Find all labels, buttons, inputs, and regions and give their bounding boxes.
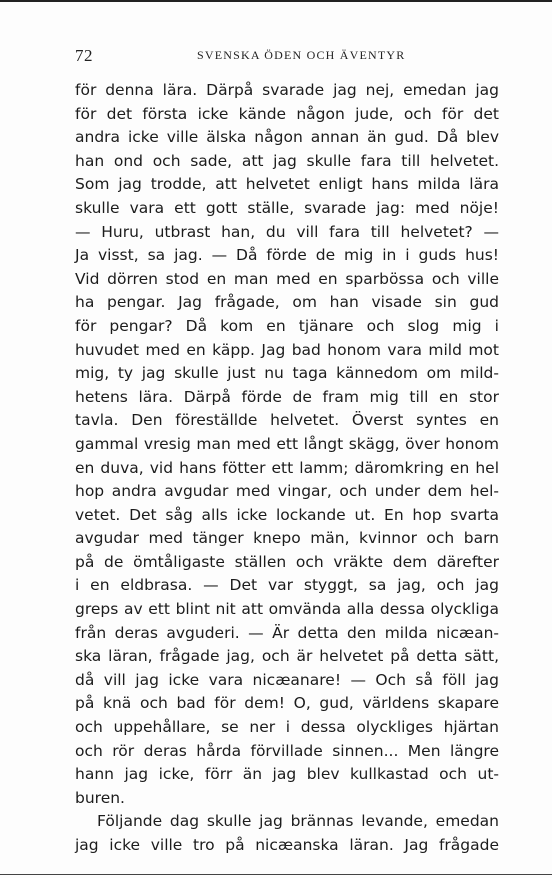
text-line-paragraph-end: buren.: [75, 788, 125, 807]
text-line: Ja visst, sa jag. — Då förde de mig in i guds hus!: [75, 246, 499, 265]
text-line: på de ömtåligaste ställen och vräkte dem därefter: [75, 552, 499, 571]
text-line: avgudar med tänger knepo män, kvinnor och barn: [75, 529, 499, 548]
text-line: ska läran, frågade jag, och är helvetet på detta sätt,: [75, 647, 499, 666]
text-line: skulle vara ett gott ställe, svarade jag: med nöje!: [75, 198, 499, 217]
text-line: hann jag icke, förr än jag blev kullkastad och ut-: [75, 765, 499, 784]
running-head: SVENSKA ÖDEN OCH ÄVENTYR: [197, 48, 406, 62]
text-line: för pengar? Då kom en tjänare och slog mig i: [75, 316, 499, 335]
text-line: tavla. Den föreställde helvetet. Överst syntes en: [75, 411, 499, 430]
text-line: hop andra avgudar med vingar, och under dem hel-: [75, 482, 499, 501]
text-line: en duva, vid hans fötter ett lamm; däromkring en hel: [75, 458, 499, 477]
text-line: jag icke ville tro på nicæanska läran. Jag frågade: [75, 836, 499, 854]
text-line: vetet. Det såg alls icke lockande ut. En hop svarta: [75, 505, 499, 524]
text-line: gammal vresig man med ett långt skägg, över honom: [75, 434, 499, 453]
text-line: Som jag trodde, att helvetet enligt hans milda lära: [75, 175, 499, 194]
text-line: och rör deras hårda förvillade sinnen... Men längre: [75, 741, 499, 760]
text-line: mig, ty jag skulle just nu taga kännedom om mild-: [75, 364, 499, 383]
text-line: då vill jag icke vara nicæanare! — Och så föll jag: [75, 670, 499, 689]
top-edge-rule: [0, 0, 552, 2]
text-line: på knä och bad för dem! O, gud, världens skapare: [75, 694, 499, 713]
text-line: Vid dörren stod en man med en sparbössa och ville: [75, 269, 499, 288]
text-line: greps av ett blint nit att omvända alla dessa olyckliga: [75, 600, 499, 619]
text-line: från deras avguderi. — Är detta den milda nicæan-: [75, 623, 499, 642]
text-line: hetens lära. Därpå förde de fram mig till en stor: [75, 387, 499, 406]
text-line: i en eldbrasa. — Det var styggt, sa jag, och jag: [75, 576, 499, 595]
text-line-paragraph-start: Följande dag skulle jag brännas levande, emedan: [97, 812, 499, 831]
text-line: för det första icke kände någon jude, och för det: [75, 104, 499, 123]
text-line: — Huru, utbrast han, du vill fara till helvetet? —: [75, 222, 499, 241]
text-line: för denna lära. Därpå svarade jag nej, emedan jag: [75, 81, 499, 99]
text-line: och uppehållare, se ner i dessa olyckliges hjärtan: [75, 718, 499, 737]
page-header: [75, 46, 498, 68]
text-line: huvudet med en käpp. Jag bad honom vara mild mot: [75, 340, 499, 359]
text-line: andra icke ville älska någon annan än gud. Då blev: [75, 128, 499, 147]
text-line: han ond och sade, att jag skulle fara till helvetet.: [75, 151, 499, 170]
bottom-edge-rule: [0, 874, 552, 875]
page-number: 72: [75, 46, 93, 65]
text-line: ha pengar. Jag frågade, om han visade sin gud: [75, 293, 499, 312]
body-text: [75, 79, 499, 858]
